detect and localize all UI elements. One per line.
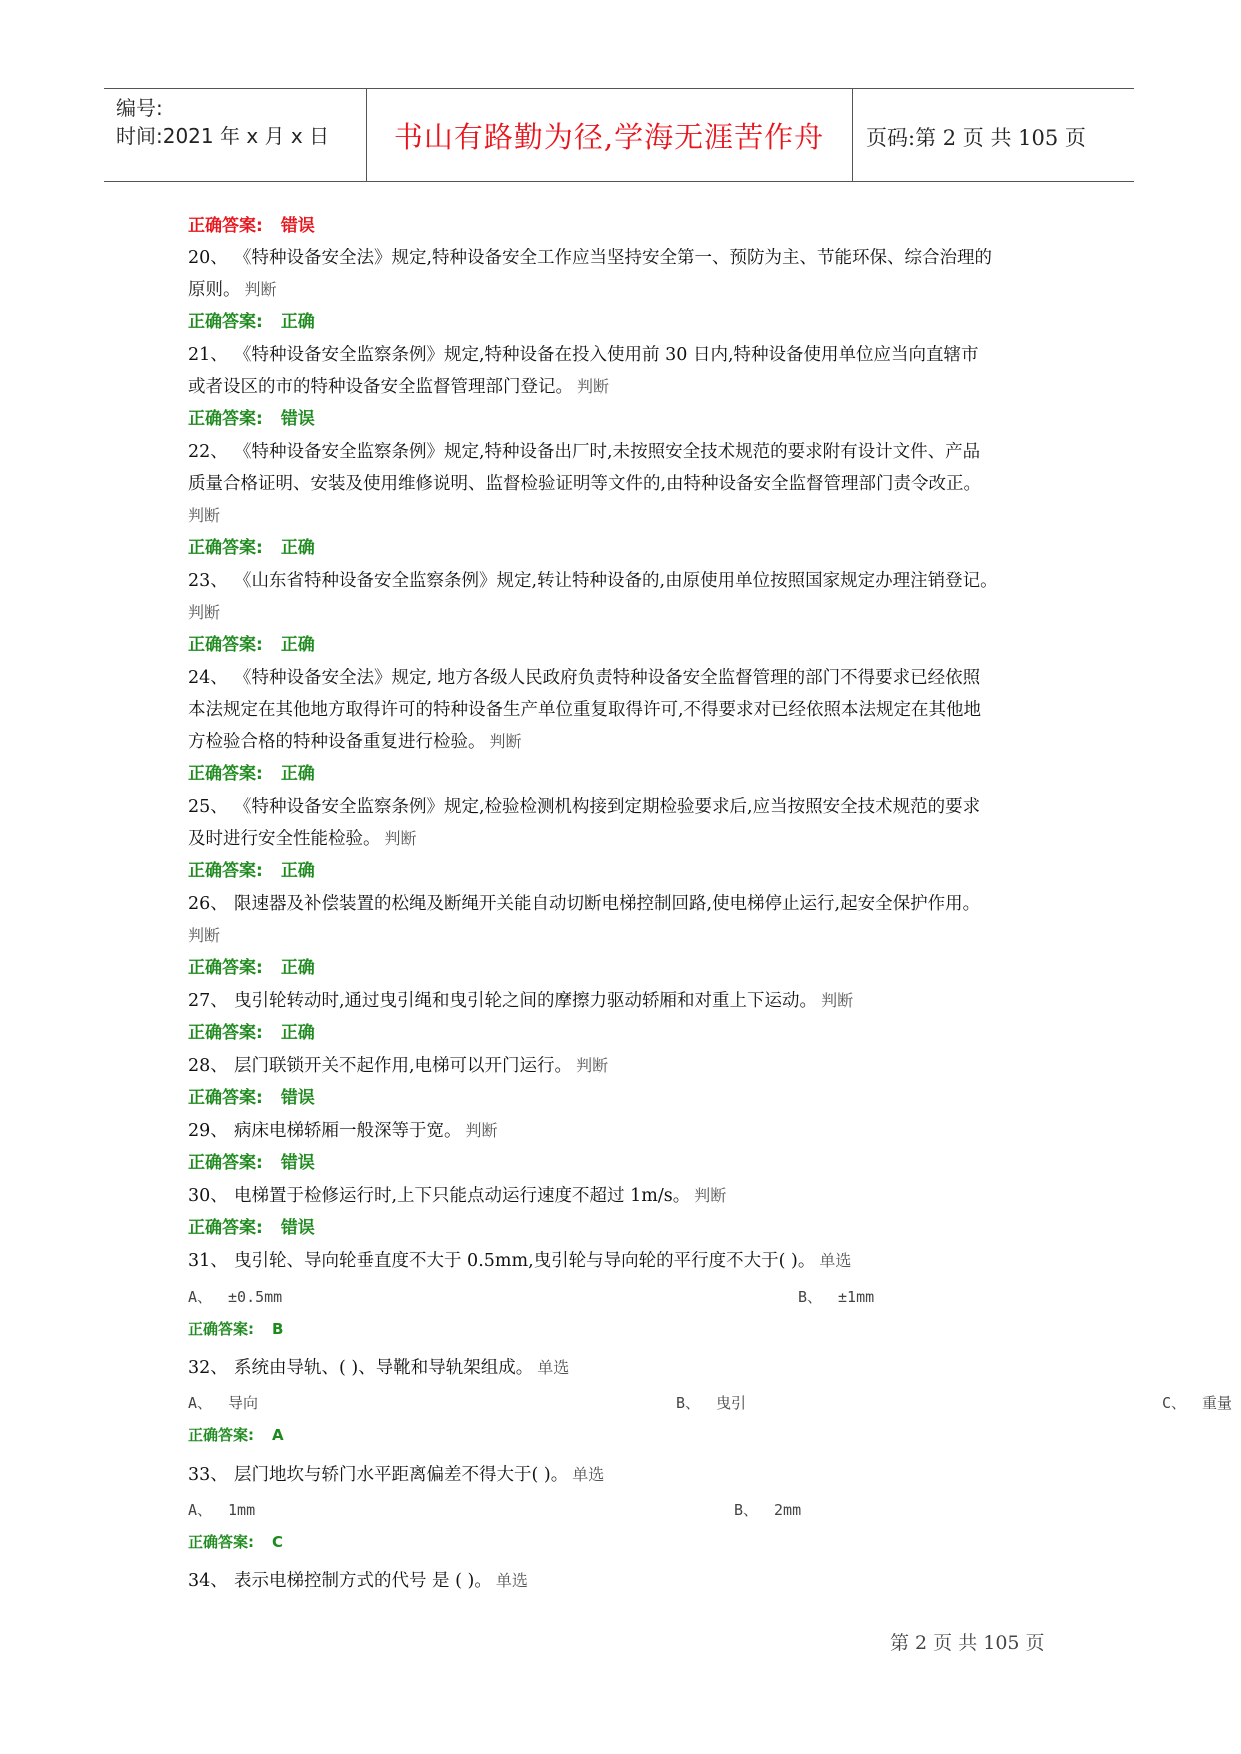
- question-27: [188, 990, 853, 1012]
- question-24: [188, 667, 980, 689]
- answer-32: [188, 1424, 284, 1445]
- answer-label: 正确答案:: [188, 1426, 254, 1444]
- question-23: [188, 570, 998, 592]
- answer-label: 正确答案:: [188, 409, 263, 429]
- question-type: 单选: [495, 1571, 528, 1590]
- question-number: 20、: [188, 248, 228, 268]
- question-text: 病床电梯轿厢一般深等于宽。: [234, 1121, 462, 1141]
- answer-value: 正确: [280, 764, 315, 784]
- answer-29: [188, 1152, 315, 1174]
- answer-label: 正确答案:: [188, 1533, 254, 1551]
- answer-label: 正确答案:: [188, 1218, 263, 1238]
- question-text: 或者设区的市的特种设备安全监督管理部门登记。: [188, 377, 573, 397]
- question-number: 28、: [188, 1056, 228, 1076]
- question-text: 曳引轮转动时,通过曳引绳和曳引轮之间的摩擦力驱动轿厢和对重上下运动。: [234, 991, 818, 1011]
- option-label: A、: [188, 1501, 213, 1519]
- answer-value: 错误: [280, 409, 315, 429]
- answer-27: [188, 1022, 315, 1044]
- question-type: 判断: [384, 829, 417, 848]
- question-type: 判断: [694, 1186, 727, 1205]
- answer-label: 正确答案:: [188, 216, 263, 236]
- question-type: 单选: [819, 1251, 852, 1270]
- answer-28: [188, 1087, 315, 1109]
- option-text: 2mm: [774, 1501, 802, 1519]
- answer-label: 正确答案:: [188, 764, 263, 784]
- question-text: 限速器及补偿装置的松绳及断绳开关能自动切断电梯控制回路,使电梯停止运行,起安全保护作用。: [234, 894, 981, 914]
- question-23-line2: [188, 602, 220, 624]
- question-25-line2: [188, 828, 417, 850]
- question-24-line3: [188, 731, 522, 753]
- answer-22: [188, 537, 315, 559]
- question-type: 判断: [489, 732, 522, 751]
- question-type: 判断: [821, 991, 854, 1010]
- time-label: 时间:2021 年 x 月 x 日: [116, 124, 330, 148]
- q33-option-b: [734, 1499, 801, 1520]
- answer-33: [188, 1531, 283, 1552]
- question-20: [188, 247, 992, 269]
- option-text: ±1mm: [838, 1288, 875, 1306]
- answer-24: [188, 763, 315, 785]
- question-type: 判断: [188, 506, 221, 525]
- answer-label: 正确答案:: [188, 635, 263, 655]
- q31-option-a: [188, 1286, 282, 1307]
- question-number: 32、: [188, 1358, 228, 1378]
- question-number: 33、: [188, 1465, 228, 1485]
- question-type: 判断: [188, 926, 221, 945]
- question-text: 曳引轮、导向轮垂直度不大于 0.5mm,曳引轮与导向轮的平行度不大于( )。: [234, 1251, 816, 1271]
- header-left-block: [116, 94, 329, 150]
- answer-value: 正确: [280, 312, 315, 332]
- question-number: 22、: [188, 442, 228, 462]
- question-29: [188, 1120, 498, 1142]
- answer-value: 正确: [280, 635, 315, 655]
- question-text: 《特种设备安全法》规定, 地方各级人民政府负责特种设备安全监督管理的部门不得要求已经依照: [234, 668, 981, 688]
- q32-option-c: [1162, 1392, 1232, 1413]
- question-number: 21、: [188, 345, 228, 365]
- question-text: 方检验合格的特种设备重复进行检验。: [188, 732, 486, 752]
- question-21: [188, 344, 979, 366]
- option-label: B、: [798, 1288, 823, 1306]
- answer-value: 错误: [280, 1088, 315, 1108]
- option-label: C、: [1162, 1394, 1187, 1412]
- question-34: [188, 1570, 528, 1592]
- answer-value: 正确: [280, 958, 315, 978]
- answer-value: 错误: [280, 1218, 315, 1238]
- answer-25: [188, 860, 315, 882]
- question-22-line3: [188, 505, 220, 527]
- answer-label: 正确答案:: [188, 861, 263, 881]
- answer-label: 正确答案:: [188, 1153, 263, 1173]
- question-text: 表示电梯控制方式的代号 是 ( )。: [234, 1571, 492, 1591]
- question-32: [188, 1357, 569, 1379]
- answer-value: 正确: [280, 1023, 315, 1043]
- answer-label: 正确答案:: [188, 538, 263, 558]
- question-text: 层门地坎与轿门水平距离偏差不得大于( )。: [234, 1465, 569, 1485]
- option-text: 导向: [228, 1394, 259, 1412]
- answer-value: 错误: [280, 216, 315, 236]
- answer-value: 正确: [280, 538, 315, 558]
- q33-option-a: [188, 1499, 255, 1520]
- question-31: [188, 1250, 851, 1272]
- question-number: 23、: [188, 571, 228, 591]
- serial-label: 编号:: [116, 96, 163, 120]
- answer-23: [188, 634, 315, 656]
- q32-option-b: [676, 1392, 746, 1413]
- question-type: 判断: [188, 603, 221, 622]
- question-type: 判断: [465, 1121, 498, 1140]
- question-text: 电梯置于检修运行时,上下只能点动运行速度不超过 1m/s。: [234, 1186, 691, 1206]
- answer-30: [188, 1217, 315, 1239]
- question-type: 判断: [244, 280, 277, 299]
- question-number: 29、: [188, 1121, 228, 1141]
- page-footer: 第 2 页 共 105 页: [890, 1632, 1045, 1654]
- answer-label: 正确答案:: [188, 312, 263, 332]
- option-label: B、: [676, 1394, 701, 1412]
- answer-value: A: [272, 1426, 284, 1444]
- option-text: ±0.5mm: [228, 1288, 283, 1306]
- question-26-line2: [188, 925, 220, 947]
- question-text: 系统由导轨、( )、导靴和导轨架组成。: [234, 1358, 534, 1378]
- option-text: 曳引: [716, 1394, 747, 1412]
- header-divider-right: [852, 88, 853, 182]
- answer-19: [188, 215, 315, 237]
- answer-31: [188, 1318, 283, 1339]
- answer-label: 正确答案:: [188, 1023, 263, 1043]
- question-26: [188, 893, 980, 915]
- question-text: 本法规定在其他地方取得许可的特种设备生产单位重复取得许可,不得要求对已经依照本法规定在其他地: [188, 700, 982, 720]
- answer-26: [188, 957, 315, 979]
- question-type: 单选: [572, 1465, 605, 1484]
- question-text: 《山东省特种设备安全监察条例》规定,转让特种设备的,由原使用单位按照国家规定办理注销登记。: [234, 571, 998, 591]
- question-number: 34、: [188, 1571, 228, 1591]
- answer-value: B: [272, 1320, 284, 1338]
- question-text: 《特种设备安全监察条例》规定,特种设备出厂时,未按照安全技术规范的要求附有设计文件、产品: [234, 442, 981, 462]
- question-25: [188, 796, 980, 818]
- question-22-line2: [188, 473, 981, 495]
- answer-20: [188, 311, 315, 333]
- question-text: 《特种设备安全法》规定,特种设备安全工作应当坚持安全第一、预防为主、节能环保、综合治理的: [234, 248, 993, 268]
- question-24-line2: [188, 699, 981, 721]
- question-number: 24、: [188, 668, 228, 688]
- option-label: B、: [734, 1501, 759, 1519]
- answer-label: 正确答案:: [188, 1088, 263, 1108]
- option-text: 1mm: [228, 1501, 256, 1519]
- question-text: 《特种设备安全监察条例》规定,检验检测机构接到定期检验要求后,应当按照安全技术规范的要求: [234, 797, 981, 817]
- answer-value: 正确: [280, 861, 315, 881]
- question-type: 单选: [537, 1358, 570, 1377]
- option-text: 重量: [1202, 1394, 1233, 1412]
- question-number: 25、: [188, 797, 228, 817]
- question-type: 判断: [577, 377, 610, 396]
- q31-option-b: [798, 1286, 874, 1307]
- question-33: [188, 1464, 604, 1486]
- question-text: 质量合格证明、安装及使用维修说明、监督检验证明等文件的,由特种设备安全监督管理部门责令改正。: [188, 474, 982, 494]
- question-text: 《特种设备安全监察条例》规定,特种设备在投入使用前 30 日内,特种设备使用单位应当向直辖市: [234, 345, 979, 365]
- question-22: [188, 441, 980, 463]
- question-text: 层门联锁开关不起作用,电梯可以开门运行。: [234, 1056, 573, 1076]
- option-label: A、: [188, 1288, 213, 1306]
- question-number: 27、: [188, 991, 228, 1011]
- question-number: 31、: [188, 1251, 228, 1271]
- question-number: 26、: [188, 894, 228, 914]
- option-label: A、: [188, 1394, 213, 1412]
- question-28: [188, 1055, 608, 1077]
- header-page-label: 页码:第 2 页 共 105 页: [866, 126, 1086, 150]
- answer-21: [188, 408, 315, 430]
- header-motto: 书山有路勤为径,学海无涯苦作舟: [393, 119, 825, 154]
- question-20-line2: [188, 279, 277, 301]
- question-21-line2: [188, 376, 609, 398]
- question-30: [188, 1185, 726, 1207]
- q32-option-a: [188, 1392, 258, 1413]
- question-text: 原则。: [188, 280, 241, 300]
- answer-label: 正确答案:: [188, 958, 263, 978]
- question-text: 及时进行安全性能检验。: [188, 829, 381, 849]
- answer-value: C: [272, 1533, 284, 1551]
- question-type: 判断: [576, 1056, 609, 1075]
- answer-value: 错误: [280, 1153, 315, 1173]
- answer-label: 正确答案:: [188, 1320, 254, 1338]
- question-number: 30、: [188, 1186, 228, 1206]
